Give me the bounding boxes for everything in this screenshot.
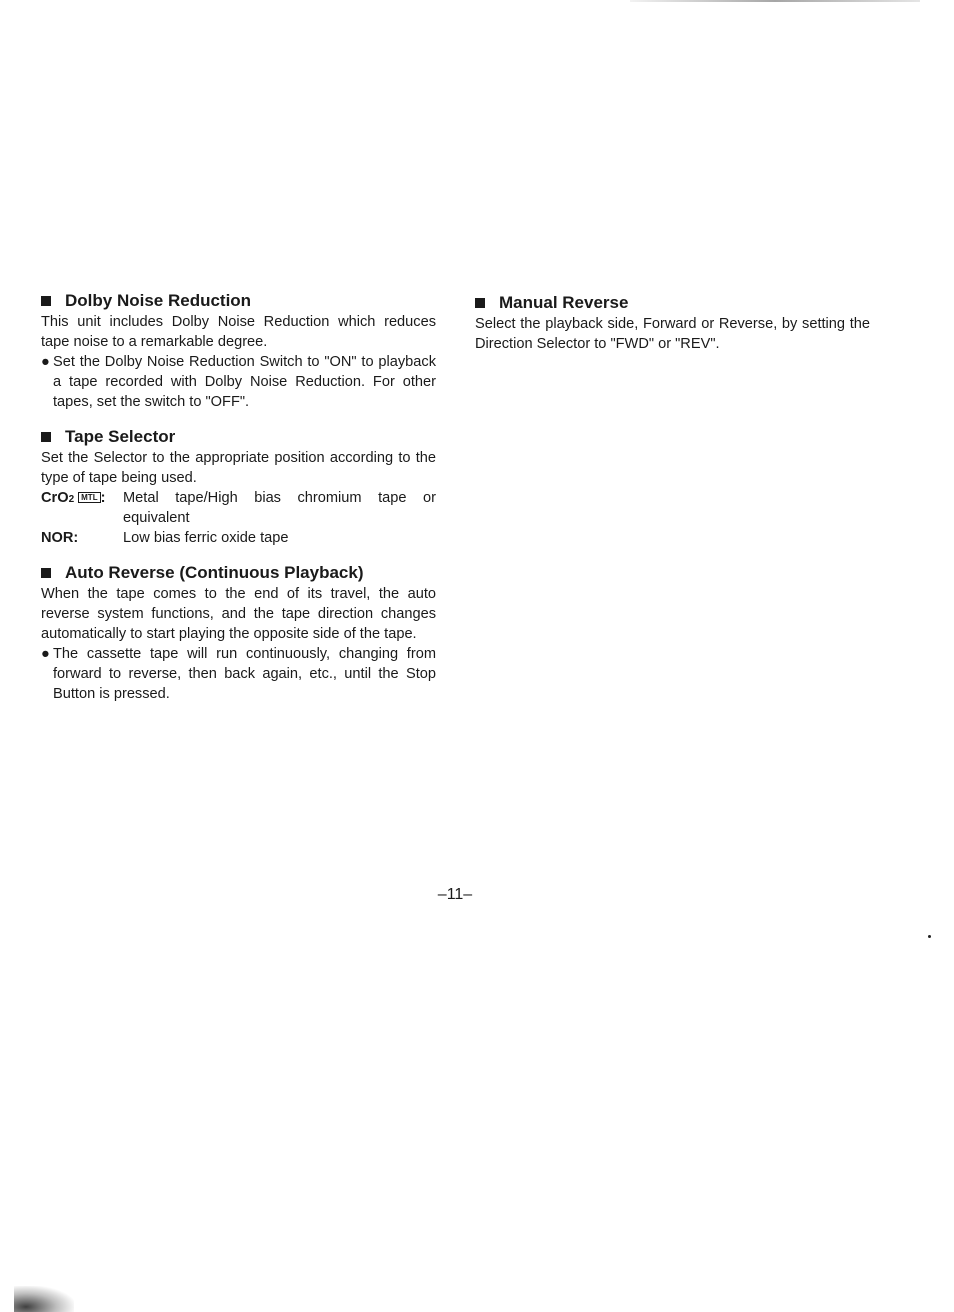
definition-row-cro2	[41, 488, 436, 528]
section-heading	[41, 426, 436, 448]
square-bullet-icon	[41, 568, 51, 578]
square-bullet-icon	[41, 296, 51, 306]
section-tape-selector	[41, 426, 436, 548]
definition-term-cro2	[41, 488, 123, 528]
term-subscript: 2	[68, 494, 75, 505]
manual-reverse-intro: Select the playback side, Forward or Reverse, by setting the Direction Selector to "FWD" or "REV".	[475, 316, 870, 352]
scan-top-edge-rule	[630, 0, 920, 2]
heading-text: Auto Reverse (Continuous Playback)	[65, 563, 364, 582]
term-text: CrO	[41, 490, 69, 506]
term-colon: :	[100, 490, 106, 506]
auto-reverse-bullet-text: The cassette tape will run continuously, changing from forward to reverse, then back again, etc., until the Stop Button is pressed.	[53, 646, 436, 702]
dolby-intro: This unit includes Dolby Noise Reduction which reduces tape noise to a remarkable degree.	[41, 314, 436, 350]
section-dolby-noise-reduction	[41, 290, 436, 412]
auto-reverse-bullet-item	[41, 644, 436, 704]
mtl-badge-icon: MTL	[78, 492, 100, 503]
heading-text: Manual Reverse	[499, 293, 629, 312]
page-number: –11–	[437, 886, 473, 903]
section-heading	[475, 292, 870, 314]
scan-speck	[928, 935, 931, 938]
scan-corner-smudge	[14, 1286, 74, 1312]
round-bullet-icon: ●	[41, 646, 50, 662]
square-bullet-icon	[41, 432, 51, 442]
definition-term-nor: NOR:	[41, 530, 79, 546]
section-heading	[41, 290, 436, 312]
definition-description: Low bias ferric oxide tape	[123, 530, 289, 546]
section-manual-reverse	[475, 292, 870, 354]
tape-selector-intro: Set the Selector to the appropriate position according to the type of tape being used.	[41, 450, 436, 486]
section-auto-reverse	[41, 562, 436, 704]
definition-description: Metal tape/High bias chromium tape or equivalent	[123, 490, 436, 526]
dolby-bullet-text: Set the Dolby Noise Reduction Switch to "ON" to playback a tape recorded with Dolby Noise Reduction. For other tapes, set the switch to "OFF".	[53, 354, 436, 410]
round-bullet-icon: ●	[41, 354, 50, 370]
section-heading	[41, 562, 436, 584]
left-column	[41, 290, 436, 712]
heading-text: Tape Selector	[65, 427, 176, 446]
square-bullet-icon	[475, 298, 485, 308]
right-column	[475, 292, 870, 362]
definition-row-nor	[41, 528, 436, 548]
auto-reverse-intro: When the tape comes to the end of its travel, the auto reverse system functions, and the tape direction changes automatically to start playing the opposite side of the tape.	[41, 586, 436, 642]
heading-text: Dolby Noise Reduction	[65, 291, 252, 310]
dolby-bullet-item	[41, 352, 436, 412]
